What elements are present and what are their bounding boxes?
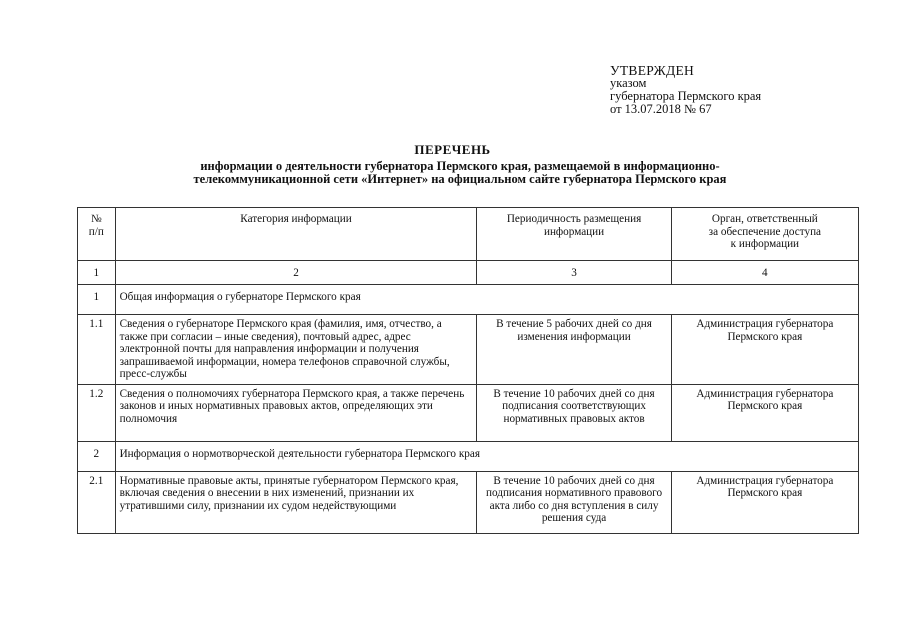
row-responsible-body: Администрация губернатора Пермского края — [671, 315, 858, 385]
approval-line-date: от 13.07.2018 № 67 — [610, 102, 712, 116]
row-periodicity: В течение 5 рабочих дней со дня изменения информации — [477, 315, 671, 385]
approval-title: УТВЕРЖДЕН — [610, 63, 695, 78]
document-title: ПЕРЕЧЕНЬ — [414, 142, 491, 157]
section-number: 1 — [78, 285, 116, 315]
header-category-label: Категория информации — [240, 213, 352, 225]
row-periodicity: В течение 10 рабочих дней со дня подписания нормативного правового акта либо со дня вступления в силу решения суда — [477, 471, 671, 533]
header-number-line-1: № — [90, 213, 102, 225]
approval-line-decree: указом — [610, 76, 647, 90]
row-number: 1.1 — [78, 315, 116, 385]
row-responsible-body: Администрация губернатора Пермского края — [671, 471, 858, 533]
row-category: Сведения о губернаторе Пермского края (фамилия, имя, отчество, а также при согласии – иные сведения), почтовый адрес, адрес электронной почты для направления информации и получения запрашиваемой информации, номера телефонов справочной службы, пресс-службы — [115, 315, 477, 385]
table-row — [78, 315, 859, 385]
approval-stamp — [610, 64, 761, 116]
header-responsible-line-2: за обеспечение доступа — [708, 225, 822, 238]
header-periodicity-line-2: информации — [543, 225, 605, 238]
column-number-4: 4 — [671, 261, 858, 285]
row-number: 2.1 — [78, 471, 116, 533]
header-responsible-body — [671, 208, 858, 261]
table-header-row — [78, 208, 859, 261]
header-number — [78, 208, 116, 261]
row-number: 1.2 — [78, 384, 116, 441]
column-number-2: 2 — [115, 261, 477, 285]
header-responsible-line-3: к информации — [730, 238, 800, 250]
header-periodicity-line-1: Периодичность размещения — [506, 213, 642, 225]
header-periodicity — [477, 208, 671, 261]
header-category — [115, 208, 477, 261]
section-title: Общая информация о губернаторе Пермского края — [115, 285, 858, 315]
column-number-3: 3 — [477, 261, 671, 285]
information-table — [77, 207, 859, 534]
row-category: Сведения о полномочиях губернатора Пермского края, а также перечень законов и иных нормативных правовых актов, определяющих эти полномочия — [115, 384, 477, 441]
table-row — [78, 384, 859, 441]
section-row-general — [78, 285, 859, 315]
header-number-line-2: п/п — [88, 225, 104, 238]
approval-line-governor: губернатора Пермского края — [610, 89, 762, 103]
column-number-row — [78, 261, 859, 285]
document-subtitle — [120, 160, 800, 186]
row-responsible-body: Администрация губернатора Пермского края — [671, 384, 858, 441]
column-number-1: 1 — [78, 261, 116, 285]
header-responsible-line-1: Орган, ответственный — [711, 213, 818, 225]
row-periodicity: В течение 10 рабочих дней со дня подписания соответствующих нормативных правовых актов — [477, 384, 671, 441]
section-row-rulemaking — [78, 441, 859, 471]
section-number: 2 — [78, 441, 116, 471]
table-row — [78, 471, 859, 533]
document-subtitle-line-1: информации о деятельности губернатора Пермского края, размещаемой в информационно- — [200, 159, 720, 173]
row-category: Нормативные правовые акты, принятые губернатором Пермского края, включая сведения о внесении в них изменений, признании их утратившими силу, признании их судом недействующими — [115, 471, 477, 533]
document-subtitle-line-2: телекоммуникационной сети «Интернет» на официальном сайте губернатора Пермского края — [193, 172, 727, 186]
section-title: Информация о нормотворческой деятельности губернатора Пермского края — [115, 441, 858, 471]
